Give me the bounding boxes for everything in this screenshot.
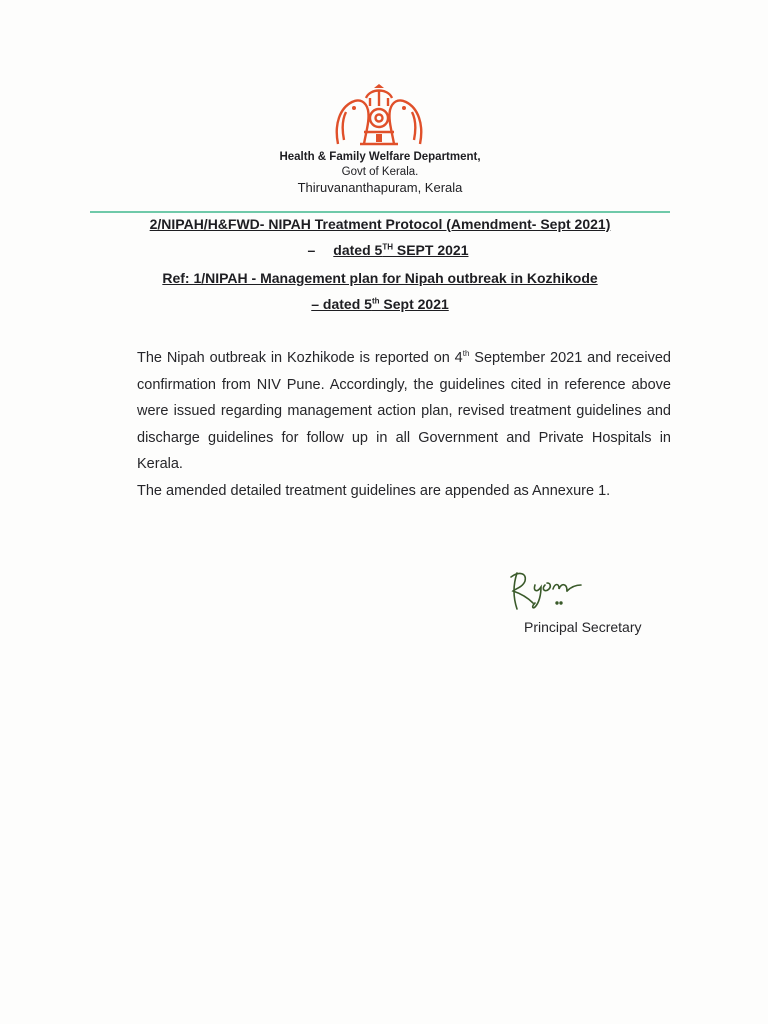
government-name: Govt of Kerala. bbox=[341, 166, 419, 178]
ref-date-rest: Sept 2021 bbox=[379, 296, 449, 312]
city-name: Thiruvananthapuram, Kerala bbox=[297, 180, 463, 195]
protocol-title: 2/NIPAH/H&FWD- NIPAH Treatment Protocol (Amendment- Sept 2021) bbox=[149, 216, 611, 232]
reference-date bbox=[0, 296, 760, 312]
date-dash: – bbox=[307, 242, 316, 258]
ref-date-prefix: – dated 5 bbox=[311, 296, 372, 312]
date-prefix: dated 5 bbox=[333, 242, 383, 258]
para1-prefix: The Nipah outbreak in Kozhikode is reported on 4 bbox=[137, 350, 463, 366]
ref-date-sup: th bbox=[371, 296, 380, 306]
para1-sup: th bbox=[462, 349, 470, 359]
paragraph-1 bbox=[137, 345, 671, 478]
date-suffix-sup: TH bbox=[382, 242, 393, 252]
signatory-designation: Principal Secretary bbox=[524, 619, 642, 635]
kerala-emblem-icon bbox=[330, 84, 428, 150]
para1-suffix: September 2021 and received confirmation from NIV Pune. Accordingly, the guidelines cited in reference above were issued regarding management action plan, revised treatment guidelines and discharge guidelines for follow up in all Government and Private Hospitals in Kerala. bbox=[137, 350, 671, 472]
paragraph-2: The amended detailed treatment guidelines are appended as Annexure 1. bbox=[137, 482, 611, 499]
signature-icon bbox=[505, 567, 585, 617]
header-divider bbox=[90, 211, 670, 213]
body-text bbox=[137, 345, 671, 504]
date-rest: SEPT 2021 bbox=[392, 242, 469, 258]
department-name: Health & Family Welfare Department, bbox=[279, 151, 481, 163]
reference-title: Ref: 1/NIPAH - Management plan for Nipah outbreak in Kozhikode bbox=[162, 270, 598, 286]
protocol-date bbox=[0, 242, 768, 258]
